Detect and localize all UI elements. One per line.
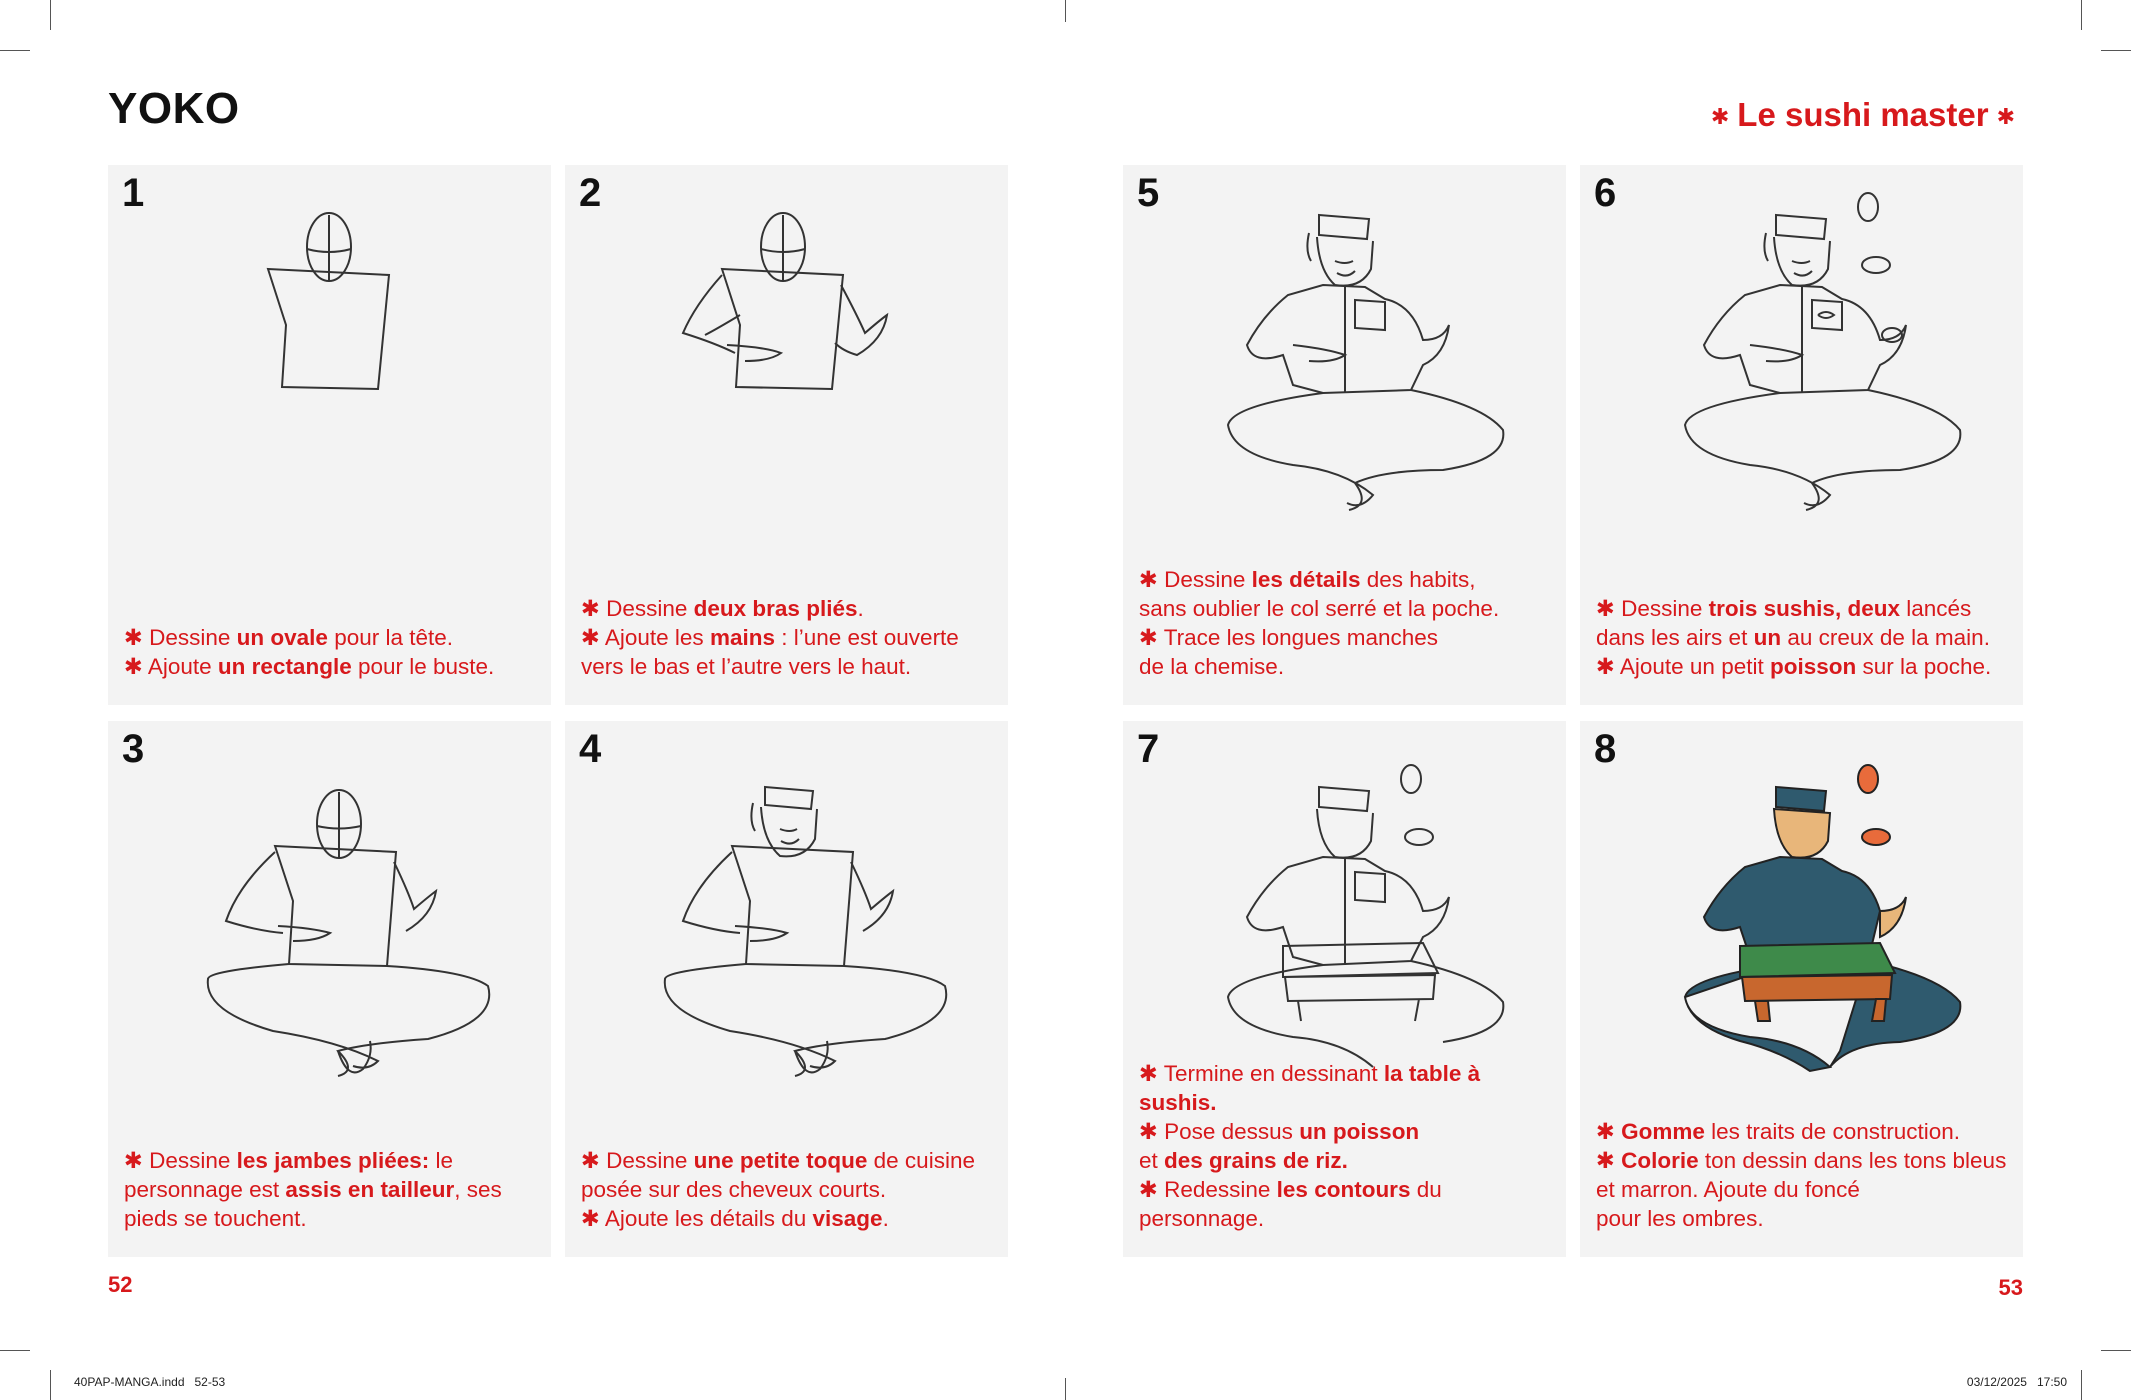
- caption-line: [1596, 1146, 2009, 1175]
- caption-line: [1596, 652, 2009, 681]
- caption-text: ✱: [1596, 1148, 1622, 1173]
- star-icon: ✱: [1996, 104, 2015, 130]
- caption-bold-text: les jambes pliées:: [236, 1148, 430, 1173]
- caption-text: au creux de la main.: [1781, 625, 1990, 650]
- caption-line: [1596, 594, 2009, 623]
- caption-text: sans oublier le col serré et la poche.: [1139, 596, 1500, 621]
- caption-bold-text: deux bras pliés: [693, 596, 858, 621]
- step-caption: [1139, 565, 1552, 681]
- caption-text: ✱ Pose dessus: [1139, 1119, 1300, 1144]
- caption-line: [1139, 1146, 1552, 1175]
- caption-text: ✱ Ajoute les: [581, 625, 710, 650]
- caption-line: [1139, 1059, 1552, 1117]
- caption-bold-text: poisson: [1769, 654, 1857, 679]
- caption-line: [1596, 1117, 2009, 1146]
- caption-bold-text: un rectangle: [217, 654, 352, 679]
- caption-line: [124, 1204, 537, 1233]
- page-title-left: YOKO: [108, 84, 240, 133]
- caption-text: ✱ Dessine: [124, 1148, 237, 1173]
- caption-bold-text: assis en tailleur: [285, 1177, 455, 1202]
- caption-text: du: [1410, 1177, 1442, 1202]
- caption-text: vers le bas et l’autre vers le haut.: [581, 654, 912, 679]
- crop-mark: [2081, 0, 2082, 30]
- caption-bold-text: trois sushis, deux: [1708, 596, 1900, 621]
- page-title-right-text: Le sushi master: [1737, 96, 1989, 133]
- caption-bold-text: visage: [812, 1206, 883, 1231]
- slug-file: 40PAP-MANGA.indd 52-53: [74, 1375, 226, 1389]
- caption-text: dans les airs et: [1596, 625, 1754, 650]
- caption-text: personnage.: [1139, 1206, 1265, 1231]
- caption-line: [124, 623, 537, 652]
- crop-mark: [0, 1350, 30, 1351]
- step-panel-6: [1580, 165, 2023, 705]
- caption-text: ✱ Trace les longues manches: [1139, 625, 1439, 650]
- caption-bold-text: les contours: [1276, 1177, 1411, 1202]
- crop-mark: [0, 50, 30, 51]
- caption-text: ✱ Dessine: [1596, 596, 1709, 621]
- caption-bold-text: des grains de riz.: [1164, 1148, 1348, 1173]
- caption-line: [1139, 565, 1552, 594]
- caption-bold-text: un poisson: [1299, 1119, 1420, 1144]
- caption-text: ✱ Ajoute: [124, 654, 218, 679]
- caption-text: des habits,: [1360, 567, 1476, 592]
- caption-text: et: [1139, 1148, 1165, 1173]
- step-number: 4: [579, 727, 602, 771]
- caption-line: [581, 1146, 994, 1175]
- caption-text: personnage est: [124, 1177, 286, 1202]
- caption-line: [1596, 1175, 2009, 1204]
- caption-bold-text: mains: [709, 625, 775, 650]
- caption-text: pour la tête.: [327, 625, 454, 650]
- step-panel-8: [1580, 721, 2023, 1257]
- slug-date: 03/12/2025 17:50: [1966, 1375, 2067, 1389]
- step-panel-7: [1123, 721, 1566, 1257]
- caption-bold-text: la table à sushis.: [1139, 1061, 1481, 1115]
- step-caption: [1139, 1059, 1552, 1233]
- caption-text: lancés: [1899, 596, 1972, 621]
- crop-mark: [1065, 1378, 1066, 1400]
- caption-text: ✱ Termine en dessinant: [1139, 1061, 1384, 1086]
- caption-text: ✱ Ajoute les détails du: [581, 1206, 813, 1231]
- caption-bold-text: un: [1753, 625, 1782, 650]
- caption-line: [1139, 1175, 1552, 1204]
- caption-line: [1596, 1204, 2009, 1233]
- caption-text: les traits de construction.: [1704, 1119, 1961, 1144]
- caption-line: [581, 652, 994, 681]
- caption-text: le: [429, 1148, 454, 1173]
- page-title-right: [1703, 96, 2023, 134]
- caption-line: [1139, 1204, 1552, 1233]
- caption-line: [124, 652, 537, 681]
- step-caption: [581, 1146, 994, 1233]
- caption-line: [1139, 623, 1552, 652]
- caption-text: ✱ Redessine: [1139, 1177, 1277, 1202]
- caption-text: sur la poche.: [1856, 654, 1992, 679]
- caption-line: [581, 594, 994, 623]
- step-caption: [581, 594, 994, 681]
- caption-bold-text: les détails: [1251, 567, 1361, 592]
- caption-text: ✱ Dessine: [581, 1148, 694, 1173]
- crop-mark: [1065, 0, 1066, 22]
- caption-text: de la chemise.: [1139, 654, 1285, 679]
- caption-line: [1596, 623, 2009, 652]
- caption-text: , ses: [454, 1177, 502, 1202]
- caption-text: de cuisine: [867, 1148, 975, 1173]
- step-caption: [124, 1146, 537, 1233]
- step-caption: [1596, 1117, 2009, 1233]
- caption-line: [1139, 1117, 1552, 1146]
- step-panel-3: [108, 721, 551, 1257]
- caption-text: .: [857, 596, 864, 621]
- crop-mark: [50, 0, 51, 30]
- caption-line: [1139, 652, 1552, 681]
- caption-line: [1139, 594, 1552, 623]
- caption-text: pieds se touchent.: [124, 1206, 307, 1231]
- caption-text: : l’une est ouverte: [774, 625, 959, 650]
- caption-line: [124, 1175, 537, 1204]
- step-panel-2: [565, 165, 1008, 705]
- step-number: 7: [1137, 727, 1160, 771]
- step-number: 3: [122, 727, 145, 771]
- step-number: 6: [1594, 171, 1617, 215]
- page-number-right: 53: [1998, 1275, 2023, 1300]
- crop-mark: [2081, 1370, 2082, 1400]
- crop-mark: [2101, 1350, 2131, 1351]
- caption-bold-text: un ovale: [236, 625, 328, 650]
- caption-bold-text: Gomme: [1621, 1119, 1705, 1144]
- step-caption: [1596, 594, 2009, 681]
- caption-line: [581, 1175, 994, 1204]
- caption-text: pour le buste.: [351, 654, 495, 679]
- step-number: 2: [579, 171, 602, 215]
- step-number: 1: [122, 171, 145, 215]
- caption-text: ✱ Dessine: [124, 625, 237, 650]
- step-panel-5: [1123, 165, 1566, 705]
- caption-text: ✱ Dessine: [581, 596, 694, 621]
- caption-text: ton dessin dans les tons bleus: [1698, 1148, 2007, 1173]
- caption-line: [581, 623, 994, 652]
- step-panel-1: [108, 165, 551, 705]
- caption-text: posée sur des cheveux courts.: [581, 1177, 887, 1202]
- step-number: 8: [1594, 727, 1617, 771]
- page-number-left: 52: [108, 1272, 133, 1297]
- step-caption: [124, 623, 537, 681]
- caption-bold-text: une petite toque: [693, 1148, 868, 1173]
- caption-text: pour les ombres.: [1596, 1206, 1764, 1231]
- caption-text: ✱ Ajoute un petit: [1596, 654, 1770, 679]
- crop-mark: [2101, 50, 2131, 51]
- caption-bold-text: Colorie: [1621, 1148, 1699, 1173]
- caption-text: et marron. Ajoute du foncé: [1596, 1177, 1860, 1202]
- step-panel-4: [565, 721, 1008, 1257]
- crop-mark: [50, 1370, 51, 1400]
- star-icon: ✱: [1710, 104, 1730, 130]
- caption-text: ✱: [1596, 1119, 1622, 1144]
- caption-text: .: [882, 1206, 889, 1231]
- step-number: 5: [1137, 171, 1160, 215]
- caption-line: [124, 1146, 537, 1175]
- caption-line: [581, 1204, 994, 1233]
- caption-text: ✱ Dessine: [1139, 567, 1252, 592]
